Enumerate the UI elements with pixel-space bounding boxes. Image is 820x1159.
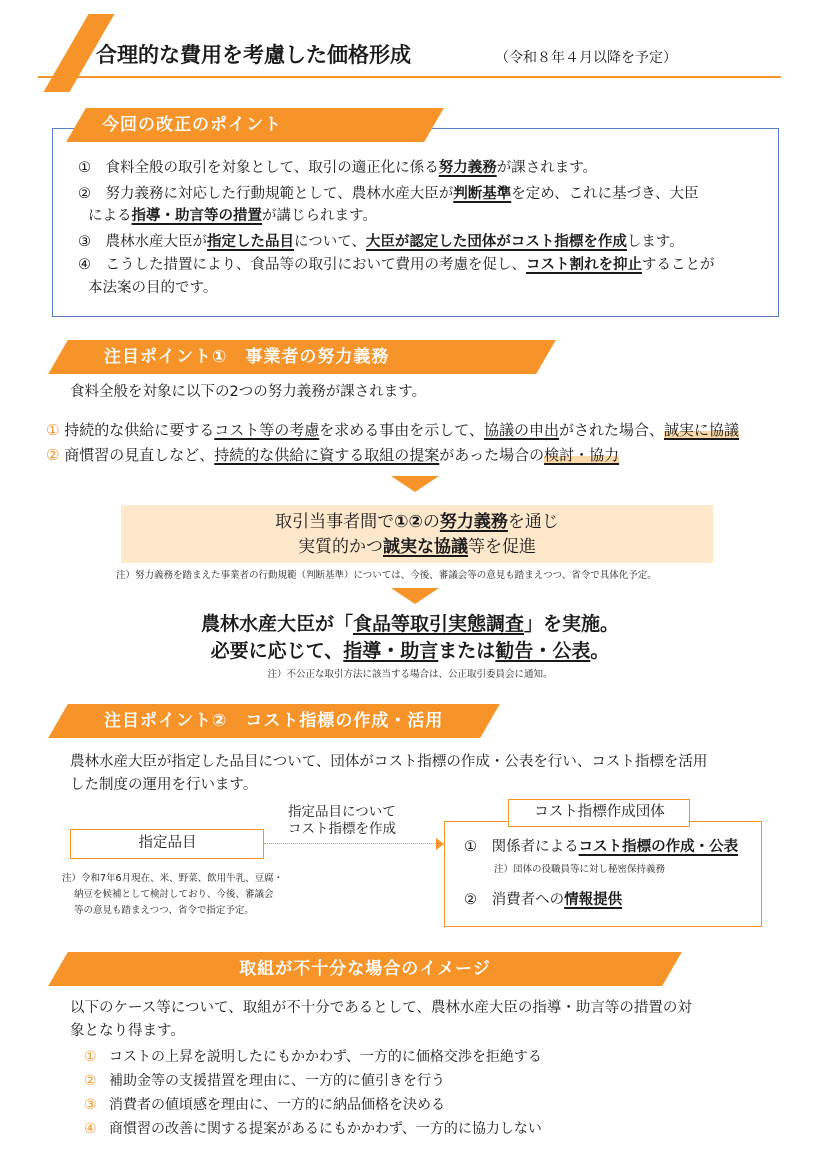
case-item-4: ④ 商慣習の改善に関する提案があるにもかかわず、一方的に協力しない	[84, 1121, 542, 1137]
points-heading-bar	[76, 108, 434, 142]
designated-item-note-1: 注）令和7年6月現在、米、野菜、飲用牛乳、豆腐・	[62, 873, 284, 884]
section1-note-1: 注）努力義務を踏まえた事業者の行動規範（判断基準）については、今後、審議会等の意見も踏まえつつ、省令で具体化予定。	[116, 570, 657, 581]
points-item-2: ② 努力義務に対応した行動規範として、農林水産大臣が判断基準を定め、これに基づき、大臣	[78, 186, 699, 202]
section1-big-line1: 農林水産大臣が「食品等取引実態調査」を実施。	[200, 613, 620, 635]
cost-index-item-2: ② 消費者への情報提供	[464, 892, 623, 908]
case-item-3: ③ 消費者の値頃感を理由に、一方的に納品価格を決める	[84, 1097, 446, 1113]
section2-heading: 注目ポイント② コスト指標の作成・活用	[104, 711, 444, 731]
section1-summary-line1: 取引当事者間で①②の努力義務を通じ	[275, 512, 559, 532]
arrow-down-icon	[391, 588, 439, 604]
section1-big-line2: 必要に応じて、指導・助言または勧告・公表。	[210, 640, 610, 662]
section3-heading: 取組が不十分な場合のイメージ	[239, 959, 491, 979]
designated-item-note-3: 等の意見も踏まえつつ、省令で指定予定。	[74, 905, 254, 916]
points-item-1: ① 食料全般の取引を対象として、取引の適正化に係る努力義務が課されます。	[78, 160, 598, 176]
page-subtitle: （令和８年４月以降を予定）	[495, 50, 677, 66]
section3-heading-bar	[58, 952, 672, 986]
points-item-4-cont: 本法案の目的です。	[88, 280, 218, 296]
cost-index-item-1: ① 関係者によるコスト指標の作成・公表	[464, 839, 739, 855]
section1-heading: 注目ポイント① 事業者の努力義務	[104, 347, 390, 367]
case-item-1: ① コストの上昇を説明したにもかかわず、一方的に価格交渉を拒絶する	[84, 1049, 542, 1065]
points-item-3: ③ 農林水産大臣が指定した品目について、大臣が認定した団体がコスト指標を作成します。	[78, 234, 684, 250]
cost-index-item-1-note: 注）団体の役職員等に対し秘密保持義務	[494, 864, 666, 875]
arrow-label-1: 指定品目について	[288, 804, 396, 820]
arrow-right-icon	[436, 838, 444, 850]
section2-intro-2: した制度の運用を行います。	[70, 777, 258, 793]
arrow-down-icon	[391, 476, 439, 492]
section1-heading-bar	[58, 340, 546, 374]
header-rule	[38, 76, 781, 78]
points-item-2-cont: による指導・助言等の措置が講じられます。	[88, 208, 377, 224]
section1-note-2: 注）不公正な取引方法に該当する場合は、公正取引委員会に通知。	[267, 669, 553, 680]
arrow-label-2: コスト指標を作成	[288, 821, 396, 837]
section1-summary-line2: 実質的かつ誠実な協議等を促進	[298, 537, 536, 557]
section1-intro: 食料全般を対象に以下の2つの努力義務が課されます。	[70, 384, 427, 400]
section1-item-2: ② 商慣習の見直しなど、持続的な供給に資する取組の提案があった場合の検討・協力	[46, 446, 620, 464]
dotted-arrow-line	[264, 843, 436, 844]
designated-item-label: 指定品目	[138, 835, 197, 851]
section3-intro-1: 以下のケース等について、取組が不十分であるとして、農林水産大臣の指導・助言等の措置の対	[70, 1000, 692, 1016]
cost-index-org-title: コスト指標作成団体	[534, 804, 665, 820]
section1-item-1: ① 持続的な供給に要するコスト等の考慮を求める事由を示して、協議の申出がされた場合、誠実に協議	[46, 421, 740, 439]
section2-heading-bar	[58, 704, 490, 738]
designated-item-note-2: 納豆を候補として検討しており、今後、審議会	[74, 889, 274, 900]
page-title: 合理的な費用を考慮した価格形成	[96, 43, 411, 67]
case-item-2: ② 補助金等の支援措置を理由に、一方的に値引きを行う	[84, 1073, 446, 1089]
section3-intro-2: 象となり得ます。	[70, 1023, 185, 1039]
points-heading: 今回の改正のポイント	[102, 115, 282, 135]
points-item-4: ④ こうした措置により、食品等の取引において費用の考慮を促し、コスト割れを抑止することが	[78, 257, 715, 273]
section2-intro-1: 農林水産大臣が指定した品目について、団体がコスト指標の作成・公表を行い、コスト指標を活用	[70, 754, 708, 770]
